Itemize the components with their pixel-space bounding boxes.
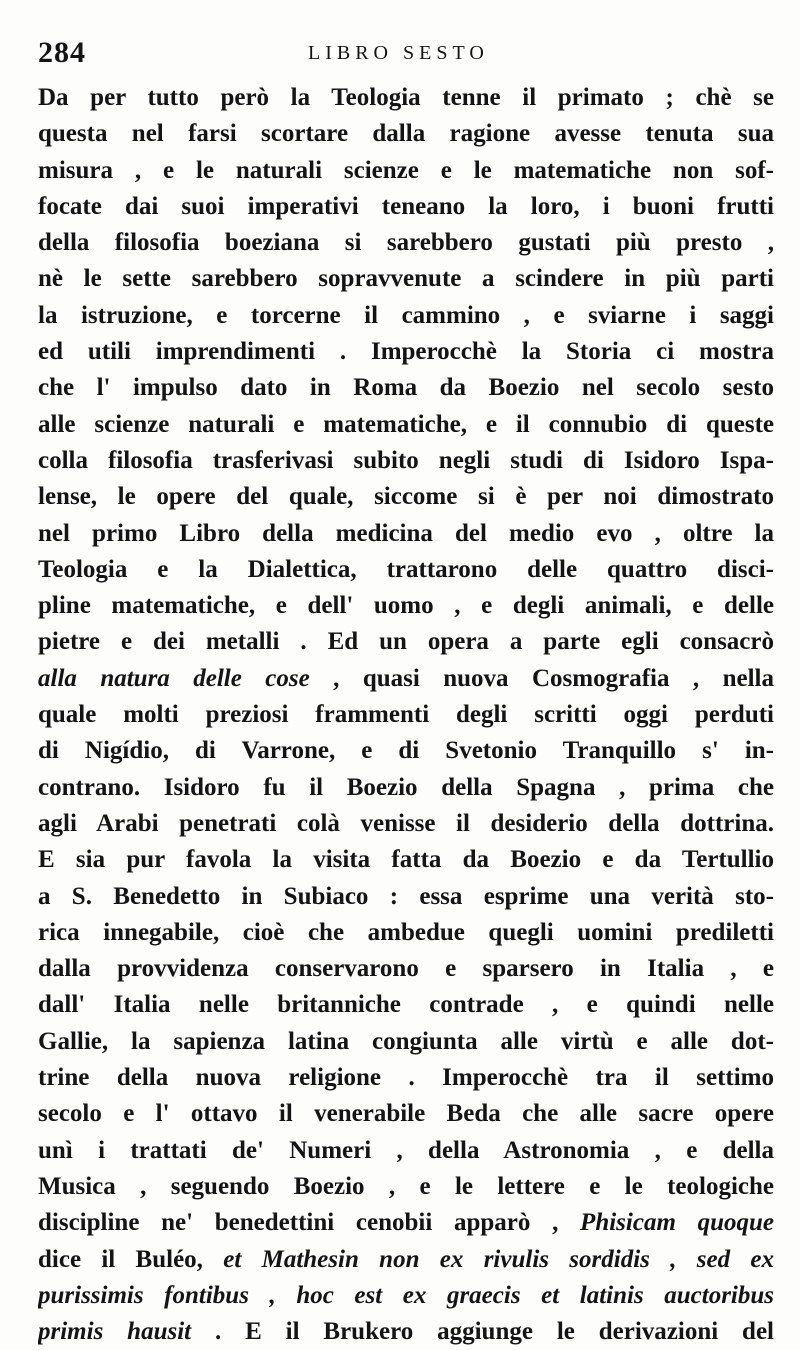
italic-phrase: primis hausit — [38, 1318, 192, 1346]
body-text — [38, 80, 774, 1350]
text-line: lense, le opere del quale, siccome si è per noi dimostrato — [38, 483, 774, 511]
text-line: quale molti preziosi frammenti degli scritti oggi perduti — [38, 701, 774, 729]
text-line: secolo e l' ottavo il venerabile Beda che alle sacre opere — [38, 1100, 774, 1128]
italic-phrase: alla natura delle cose — [38, 664, 310, 692]
running-title: LIBRO SESTO — [308, 42, 489, 64]
text-line: ed utili imprendimenti . Imperocchè la Storia ci mostra — [38, 338, 774, 366]
text-line: E sia pur favola la visita fatta da Boezio e da Tertullio — [38, 846, 774, 874]
text-line: unì i trattati de' Numeri , della Astronomia , e della — [38, 1136, 774, 1164]
text-line: agli Arabi penetrati colà venisse il desiderio della dottrina. — [38, 809, 774, 837]
text-line: misura , e le naturali scienze e le matematiche non sof- — [38, 156, 774, 184]
text-line: dall' Italia nelle britanniche contrade , e quindi nelle — [38, 991, 774, 1019]
running-head — [38, 36, 778, 76]
text-line: dalla provvidenza conservarono e sparsero in Italia , e — [38, 955, 774, 983]
italic-phrase: purissimis fontibus , hoc est ex graecis et latinis auctoribus — [38, 1281, 774, 1309]
italic-phrase: et Mathesin non ex rivulis sordidis , sed ex — [223, 1245, 774, 1273]
text-line: Musica , seguendo Boezio , e le lettere e le teologiche — [38, 1172, 774, 1200]
text-line: rica innegabile, cioè che ambedue quegli uomini prediletti — [38, 918, 774, 946]
text-line: nè le sette sarebbero sopravvenute a scindere in più parti — [38, 265, 774, 293]
text-line: di Nigídio, di Varrone, e di Svetonio Tranquillo s' in- — [38, 737, 774, 765]
italic-phrase: Phisicam quoque — [580, 1209, 774, 1237]
text-line: discipline ne' benedettini cenobii apparò , Phisicam quoque — [38, 1209, 774, 1237]
text-line: alle scienze naturali e matematiche, e il connubio di queste — [38, 410, 774, 438]
text-line: colla filosofia trasferivasi subito negli studi di Isidoro Ispa- — [38, 446, 774, 474]
text-line: nel primo Libro della medicina del medio evo , oltre la — [38, 519, 774, 547]
text-line: la istruzione, e torcerne il cammino , e sviarne i saggi — [38, 301, 774, 329]
text-line: alla natura delle cose , quasi nuova Cosmografia , nella — [38, 664, 774, 692]
text-line: della filosofia boeziana si sarebbero gustati più presto , — [38, 229, 774, 257]
text-line: Teologia e la Dialettica, trattarono delle quattro disci- — [38, 555, 774, 583]
text-line: pline matematiche, e dell' uomo , e degli animali, e delle — [38, 592, 774, 620]
text-line — [38, 1278, 774, 1314]
text-line: dice il Buléo, et Mathesin non ex rivulis sordidis , sed ex — [38, 1245, 774, 1273]
text-line: focate dai suoi imperativi teneano la loro, i buoni frutti — [38, 192, 774, 220]
text-line: Gallie, la sapienza latina congiunta alle virtù e alle dot- — [38, 1027, 774, 1055]
text-line: primis hausit . E il Brukero aggiunge le derivazioni del — [38, 1318, 774, 1346]
text-line: trine della nuova religione . Imperocchè tra il settimo — [38, 1064, 774, 1092]
text-line: pietre e dei metalli . Ed un opera a parte egli consacrò — [38, 628, 774, 656]
text-line: a S. Benedetto in Subiaco : essa esprime una verità sto- — [38, 882, 774, 910]
text-line: Da per tutto però la Teologia tenne il primato ; chè se — [38, 84, 774, 111]
text-line: questa nel farsi scortare dalla ragione avesse tenuta sua — [38, 120, 774, 148]
text-line: che l' impulso dato in Roma da Boezio nel secolo sesto — [38, 374, 774, 402]
text-line: contrano. Isidoro fu il Boezio della Spagna , prima che — [38, 773, 774, 801]
page-number: 284 — [38, 36, 86, 69]
